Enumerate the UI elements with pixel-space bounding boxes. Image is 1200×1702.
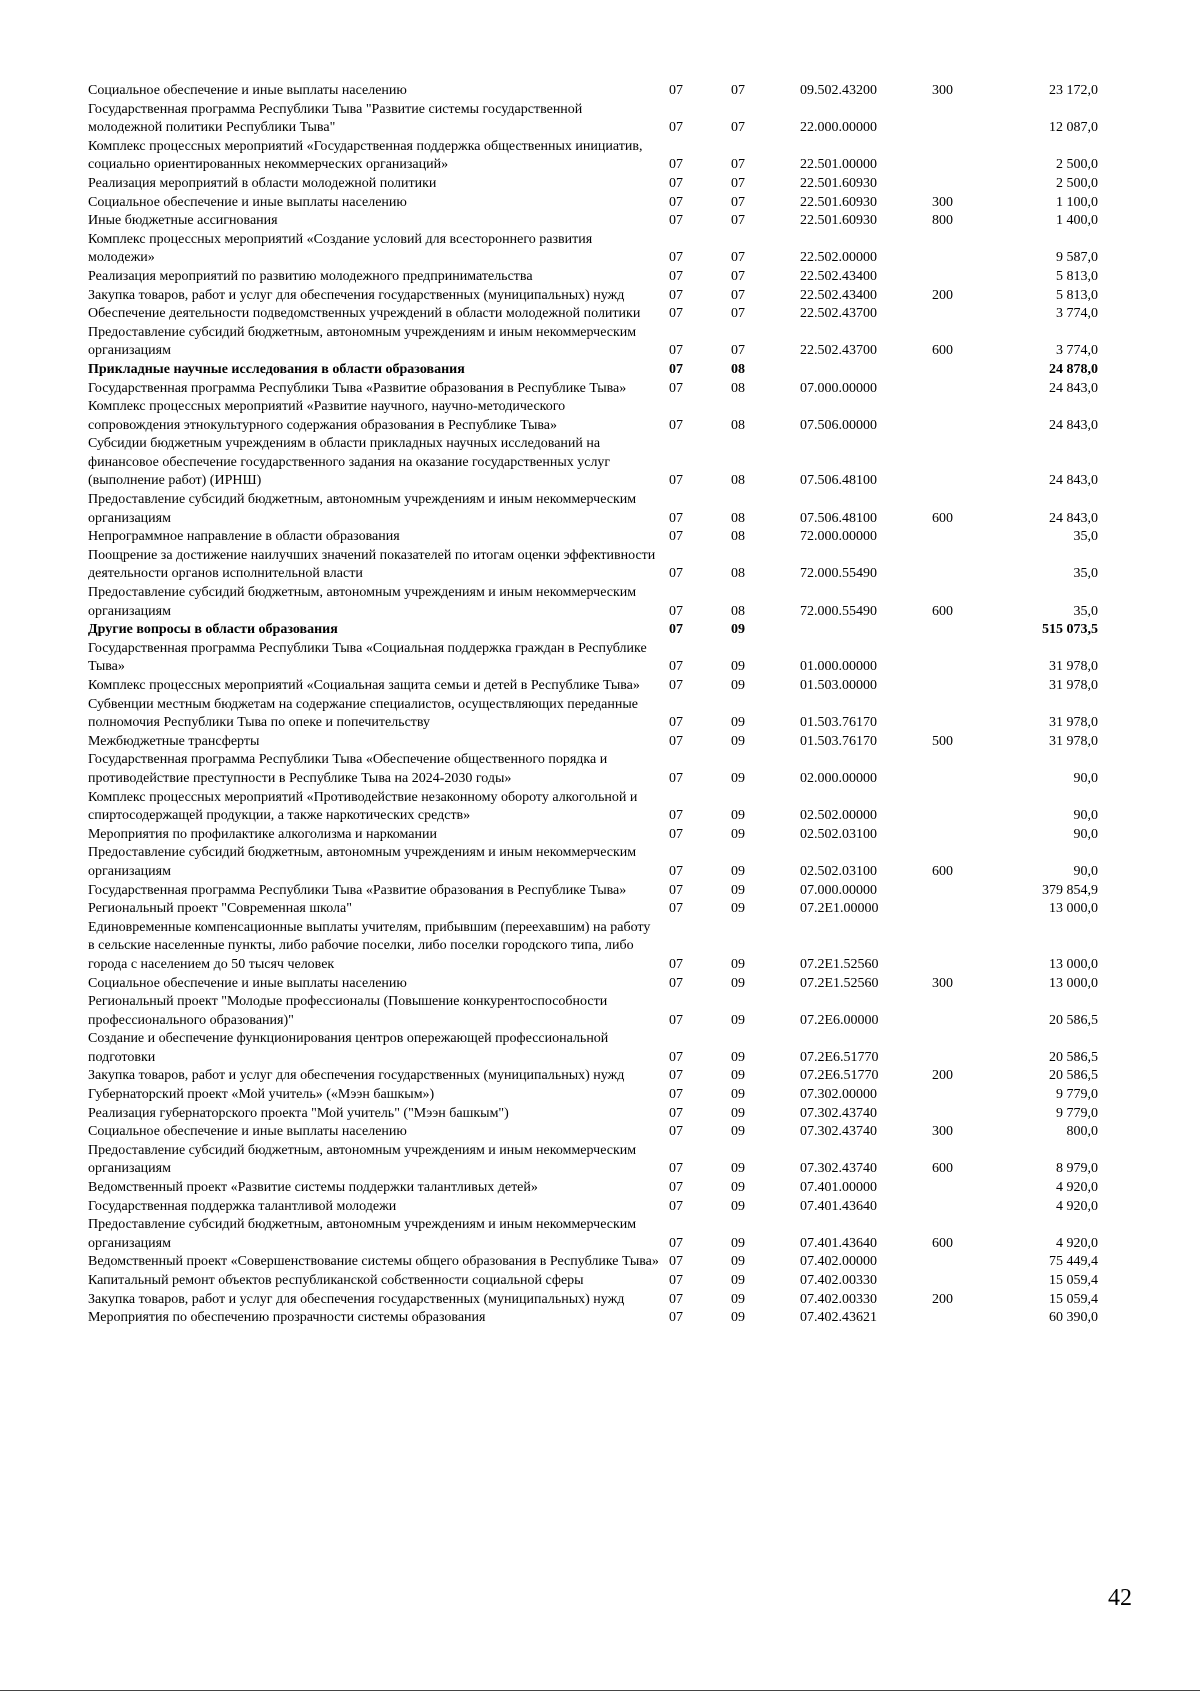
row-amount: 24 843,0 bbox=[1049, 473, 1098, 489]
row-subsection-code: 09 bbox=[731, 770, 745, 786]
row-subsection-code: 09 bbox=[731, 808, 745, 824]
row-subsection-code: 07 bbox=[731, 120, 745, 136]
page-number: 42 bbox=[1108, 1585, 1132, 1611]
table-row bbox=[88, 547, 1098, 584]
table-row bbox=[88, 900, 1098, 919]
table-row bbox=[88, 101, 1098, 138]
row-amount: 2 500,0 bbox=[1056, 157, 1098, 173]
row-section-code: 07 bbox=[669, 175, 683, 191]
table-row bbox=[88, 1198, 1098, 1217]
row-amount: 23 172,0 bbox=[1049, 83, 1098, 98]
row-description: Государственная поддержка талантливой молодежи bbox=[88, 1198, 397, 1214]
table-row bbox=[88, 1142, 1098, 1179]
row-description: Иные бюджетные ассигнования bbox=[88, 213, 278, 229]
row-target-article-code: 07.000.00000 bbox=[800, 882, 877, 898]
table-row bbox=[88, 1216, 1098, 1253]
table-row bbox=[88, 826, 1098, 845]
row-target-article-code: 07.506.48100 bbox=[800, 510, 877, 526]
table-row bbox=[88, 1123, 1098, 1142]
row-description: Государственная программа Республики Тыва «Обеспечение общественного порядка и противодействие преступности в Республике Тыва на 2024-2030 годы» bbox=[88, 752, 611, 786]
row-target-article-code: 72.000.55490 bbox=[800, 603, 877, 619]
row-description: Ведомственный проект «Развитие системы поддержки талантливых детей» bbox=[88, 1180, 538, 1196]
row-amount: 90,0 bbox=[1073, 826, 1098, 842]
row-subsection-code: 09 bbox=[731, 715, 745, 731]
row-amount: 20 586,5 bbox=[1049, 1068, 1098, 1084]
bottom-divider bbox=[0, 1690, 1200, 1691]
row-subsection-code: 09 bbox=[731, 863, 745, 879]
row-subsection-code: 09 bbox=[731, 1254, 745, 1270]
row-target-article-code: 02.502.03100 bbox=[800, 863, 877, 879]
row-target-article-code: 22.502.43400 bbox=[800, 287, 877, 303]
row-subsection-code: 07 bbox=[731, 250, 745, 266]
row-subsection-code: 08 bbox=[731, 380, 745, 396]
row-description: Другие вопросы в области образования bbox=[88, 622, 338, 638]
row-amount: 20 586,5 bbox=[1049, 1049, 1098, 1065]
row-subsection-code: 09 bbox=[731, 1105, 745, 1121]
row-description: Субсидии бюджетным учреждениям в области прикладных научных исследований на финансовое обеспечение государственного задания на оказание государственных услуг (выполнение работ) (ИРНШ) bbox=[88, 436, 614, 489]
row-amount: 5 813,0 bbox=[1056, 268, 1098, 284]
row-subsection-code: 09 bbox=[731, 1198, 745, 1214]
table-row bbox=[88, 882, 1098, 901]
row-section-code: 07 bbox=[669, 1012, 683, 1028]
row-subsection-code: 09 bbox=[731, 1161, 745, 1177]
row-expense-type-code: 600 bbox=[932, 603, 953, 619]
row-target-article-code: 07.2Е6.00000 bbox=[800, 1012, 879, 1028]
row-subsection-code: 07 bbox=[731, 213, 745, 229]
row-amount: 31 978,0 bbox=[1049, 659, 1098, 675]
row-section-code: 07 bbox=[669, 380, 683, 396]
row-section-code: 07 bbox=[669, 1254, 683, 1270]
row-section-code: 07 bbox=[669, 733, 683, 749]
row-description: Реализация мероприятий в области молодежной политики bbox=[88, 175, 437, 191]
table-row bbox=[88, 324, 1098, 361]
row-description: Прикладные научные исследования в области образования bbox=[88, 361, 465, 377]
row-subsection-code: 07 bbox=[731, 287, 745, 303]
row-subsection-code: 09 bbox=[731, 1180, 745, 1196]
table-row bbox=[88, 1291, 1098, 1310]
row-subsection-code: 09 bbox=[731, 1291, 745, 1307]
row-subsection-code: 07 bbox=[731, 343, 745, 359]
row-target-article-code: 22.501.60930 bbox=[800, 175, 877, 191]
row-subsection-code: 09 bbox=[731, 826, 745, 842]
row-description: Капитальный ремонт объектов республиканской собственности социальной сферы bbox=[88, 1273, 584, 1288]
row-target-article-code: 07.302.43740 bbox=[800, 1161, 877, 1177]
table-row bbox=[88, 305, 1098, 324]
table-row bbox=[88, 584, 1098, 621]
row-target-article-code: 01.503.76170 bbox=[800, 715, 877, 731]
row-subsection-code: 09 bbox=[731, 622, 745, 638]
row-amount: 9 779,0 bbox=[1056, 1105, 1098, 1121]
row-description: Межбюджетные трансферты bbox=[88, 733, 260, 749]
row-description: Мероприятия по профилактике алкоголизма и наркомании bbox=[88, 826, 437, 842]
row-subsection-code: 09 bbox=[731, 956, 745, 972]
row-amount: 2 500,0 bbox=[1056, 175, 1098, 191]
row-amount: 90,0 bbox=[1073, 863, 1098, 879]
row-description: Комплекс процессных мероприятий «Государственная поддержка общественных инициатив, социально ориентированных некоммерческих организаций» bbox=[88, 138, 646, 173]
table-row bbox=[88, 1179, 1098, 1198]
table-row bbox=[88, 696, 1098, 733]
table-row bbox=[88, 993, 1098, 1030]
row-description: Комплекс процессных мероприятий «Создание условий для всестороннего развития молодежи» bbox=[88, 231, 596, 266]
row-amount: 9 587,0 bbox=[1056, 250, 1098, 266]
row-target-article-code: 07.000.00000 bbox=[800, 380, 877, 396]
row-subsection-code: 07 bbox=[731, 268, 745, 284]
row-amount: 90,0 bbox=[1073, 808, 1098, 824]
row-amount: 35,0 bbox=[1073, 566, 1098, 582]
row-expense-type-code: 200 bbox=[932, 1291, 953, 1307]
table-row bbox=[88, 789, 1098, 826]
row-target-article-code: 07.302.43740 bbox=[800, 1124, 877, 1140]
row-amount: 60 390,0 bbox=[1049, 1310, 1098, 1326]
row-expense-type-code: 600 bbox=[932, 863, 953, 879]
row-section-code: 07 bbox=[669, 808, 683, 824]
row-amount: 3 774,0 bbox=[1056, 306, 1098, 322]
row-description: Региональный проект "Современная школа" bbox=[88, 901, 352, 917]
row-section-code: 07 bbox=[669, 1198, 683, 1214]
row-amount: 4 920,0 bbox=[1056, 1235, 1098, 1251]
row-target-article-code: 07.2Е1.52560 bbox=[800, 956, 879, 972]
row-section-code: 07 bbox=[669, 361, 683, 377]
table-row bbox=[88, 528, 1098, 547]
row-section-code: 07 bbox=[669, 1235, 683, 1251]
row-amount: 24 843,0 bbox=[1049, 380, 1098, 396]
row-amount: 13 000,0 bbox=[1049, 901, 1098, 917]
table-row bbox=[88, 212, 1098, 231]
row-subsection-code: 07 bbox=[731, 83, 745, 98]
table-row bbox=[88, 919, 1098, 975]
row-expense-type-code: 300 bbox=[932, 83, 953, 98]
row-target-article-code: 07.506.48100 bbox=[800, 473, 877, 489]
row-description: Предоставление субсидий бюджетным, автономным учреждениям и иным некоммерческим организациям bbox=[88, 1142, 640, 1177]
row-amount: 3 774,0 bbox=[1056, 343, 1098, 359]
row-description: Государственная программа Республики Тыва «Социальная поддержка граждан в Республике Тыва» bbox=[88, 640, 651, 675]
row-subsection-code: 07 bbox=[731, 157, 745, 173]
row-section-code: 07 bbox=[669, 1310, 683, 1326]
row-target-article-code: 07.402.00000 bbox=[800, 1254, 877, 1270]
row-amount: 8 979,0 bbox=[1056, 1161, 1098, 1177]
row-description: Государственная программа Республики Тыва "Развитие системы государственной молодежной политики Республики Тыва" bbox=[88, 101, 586, 136]
row-amount: 12 087,0 bbox=[1049, 120, 1098, 136]
row-description: Закупка товаров, работ и услуг для обеспечения государственных (муниципальных) нужд bbox=[88, 1068, 625, 1084]
table-row bbox=[88, 1086, 1098, 1105]
row-target-article-code: 22.502.43700 bbox=[800, 343, 877, 359]
row-amount: 15 059,4 bbox=[1049, 1273, 1098, 1288]
row-description: Реализация мероприятий по развитию молодежного предпринимательства bbox=[88, 268, 533, 284]
row-section-code: 07 bbox=[669, 268, 683, 284]
row-target-article-code: 02.502.03100 bbox=[800, 826, 877, 842]
row-description: Реализация губернаторского проекта "Мой учитель" ("Мээн башкым") bbox=[88, 1105, 509, 1121]
row-section-code: 07 bbox=[669, 975, 683, 991]
row-amount: 4 920,0 bbox=[1056, 1198, 1098, 1214]
row-target-article-code: 22.502.00000 bbox=[800, 250, 877, 266]
row-expense-type-code: 300 bbox=[932, 1124, 953, 1140]
table-row bbox=[88, 1105, 1098, 1124]
row-section-code: 07 bbox=[669, 1180, 683, 1196]
row-section-code: 07 bbox=[669, 678, 683, 693]
row-amount: 24 878,0 bbox=[1049, 361, 1098, 377]
row-description: Предоставление субсидий бюджетным, автономным учреждениям и иным некоммерческим организациям bbox=[88, 492, 640, 526]
row-section-code: 07 bbox=[669, 901, 683, 917]
row-amount: 9 779,0 bbox=[1056, 1087, 1098, 1103]
row-section-code: 07 bbox=[669, 1049, 683, 1065]
row-subsection-code: 08 bbox=[731, 566, 745, 582]
row-amount: 35,0 bbox=[1073, 603, 1098, 619]
table-row bbox=[88, 1253, 1098, 1272]
row-amount: 1 400,0 bbox=[1056, 213, 1098, 229]
row-amount: 31 978,0 bbox=[1049, 678, 1098, 693]
row-subsection-code: 09 bbox=[731, 1310, 745, 1326]
row-description: Губернаторский проект «Мой учитель» («Мээн башкым») bbox=[88, 1087, 435, 1103]
row-section-code: 07 bbox=[669, 826, 683, 842]
row-subsection-code: 09 bbox=[731, 1087, 745, 1103]
row-description: Социальное обеспечение и иные выплаты населению bbox=[88, 975, 407, 991]
row-section-code: 07 bbox=[669, 1124, 683, 1140]
row-description: Социальное обеспечение и иные выплаты населению bbox=[88, 1124, 407, 1140]
row-description: Предоставление субсидий бюджетным, автономным учреждениям и иным некоммерческим организациям bbox=[88, 324, 640, 359]
row-expense-type-code: 600 bbox=[932, 343, 953, 359]
row-section-code: 07 bbox=[669, 157, 683, 173]
row-description: Поощрение за достижение наилучших значений показателей по итогам оценки эффективности деятельности органов исполнительной власти bbox=[88, 547, 659, 582]
row-target-article-code: 02.000.00000 bbox=[800, 770, 877, 786]
row-expense-type-code: 200 bbox=[932, 1068, 953, 1084]
row-section-code: 07 bbox=[669, 194, 683, 210]
table-row bbox=[88, 380, 1098, 399]
row-section-code: 07 bbox=[669, 882, 683, 898]
row-target-article-code: 07.2Е6.51770 bbox=[800, 1068, 879, 1084]
table-row bbox=[88, 1030, 1098, 1067]
row-section-code: 07 bbox=[669, 529, 683, 545]
row-expense-type-code: 600 bbox=[932, 1235, 953, 1251]
row-subsection-code: 09 bbox=[731, 659, 745, 675]
row-subsection-code: 08 bbox=[731, 361, 745, 377]
row-amount: 800,0 bbox=[1066, 1124, 1098, 1140]
row-section-code: 07 bbox=[669, 622, 683, 638]
table-row bbox=[88, 975, 1098, 994]
row-section-code: 07 bbox=[669, 1087, 683, 1103]
row-subsection-code: 09 bbox=[731, 901, 745, 917]
row-description: Государственная программа Республики Тыва «Развитие образования в Республике Тыва» bbox=[88, 882, 627, 898]
budget-table bbox=[88, 82, 1098, 1328]
row-target-article-code: 22.501.60930 bbox=[800, 194, 877, 210]
row-description: Субвенции местным бюджетам на содержание специалистов, осуществляющих переданные полномочия Республики Тыва по опеке и попечительству bbox=[88, 696, 642, 731]
row-target-article-code: 72.000.00000 bbox=[800, 529, 877, 545]
row-target-article-code: 22.501.60930 bbox=[800, 213, 877, 229]
table-row bbox=[88, 268, 1098, 287]
row-description: Комплекс процессных мероприятий «Противодействие незаконному обороту алкогольной и спиртосодержащей продукции, а также наркотических средств» bbox=[88, 789, 641, 824]
row-amount: 13 000,0 bbox=[1049, 975, 1098, 991]
row-description: Предоставление субсидий бюджетным, автономным учреждениям и иным некоммерческим организациям bbox=[88, 1217, 640, 1251]
row-expense-type-code: 300 bbox=[932, 194, 953, 210]
row-description: Мероприятия по обеспечению прозрачности системы образования bbox=[88, 1310, 486, 1326]
table-row bbox=[88, 435, 1098, 491]
row-subsection-code: 07 bbox=[731, 175, 745, 191]
row-description: Предоставление субсидий бюджетным, автономным учреждениям и иным некоммерческим организациям bbox=[88, 585, 640, 619]
row-section-code: 07 bbox=[669, 213, 683, 229]
row-amount: 31 978,0 bbox=[1049, 715, 1098, 731]
row-description: Государственная программа Республики Тыва «Развитие образования в Республике Тыва» bbox=[88, 380, 627, 396]
row-subsection-code: 09 bbox=[731, 1273, 745, 1288]
row-description: Создание и обеспечение функционирования центров опережающей профессиональной подготовки bbox=[88, 1031, 612, 1065]
row-section-code: 07 bbox=[669, 473, 683, 489]
row-description: Ведомственный проект «Совершенствование системы общего образования в Республике Тыва» bbox=[88, 1254, 659, 1270]
row-section-code: 07 bbox=[669, 863, 683, 879]
row-section-code: 07 bbox=[669, 1105, 683, 1121]
row-target-article-code: 07.401.00000 bbox=[800, 1180, 877, 1196]
row-target-article-code: 07.402.00330 bbox=[800, 1291, 877, 1307]
row-subsection-code: 09 bbox=[731, 1068, 745, 1084]
table-row bbox=[88, 287, 1098, 306]
row-section-code: 07 bbox=[669, 510, 683, 526]
row-amount: 4 920,0 bbox=[1056, 1180, 1098, 1196]
row-description: Социальное обеспечение и иные выплаты населению bbox=[88, 194, 407, 210]
row-section-code: 07 bbox=[669, 603, 683, 619]
row-section-code: 07 bbox=[669, 417, 683, 433]
row-section-code: 07 bbox=[669, 770, 683, 786]
row-subsection-code: 08 bbox=[731, 473, 745, 489]
row-expense-type-code: 600 bbox=[932, 510, 953, 526]
row-target-article-code: 22.502.43700 bbox=[800, 306, 877, 322]
row-amount: 379 854,9 bbox=[1042, 882, 1098, 898]
row-target-article-code: 01.000.00000 bbox=[800, 659, 877, 675]
row-subsection-code: 09 bbox=[731, 1012, 745, 1028]
row-amount: 515 073,5 bbox=[1042, 622, 1098, 638]
row-description: Комплекс процессных мероприятий «Развитие научного, научно-методического сопровождения этнокультурного содержания образования в Республике Тыва» bbox=[88, 399, 569, 433]
row-target-article-code: 07.401.43640 bbox=[800, 1235, 877, 1251]
row-target-article-code: 07.302.43740 bbox=[800, 1105, 877, 1121]
table-row bbox=[88, 621, 1098, 640]
row-section-code: 07 bbox=[669, 1068, 683, 1084]
row-section-code: 07 bbox=[669, 1291, 683, 1307]
row-description: Непрограммное направление в области образования bbox=[88, 529, 400, 545]
row-section-code: 07 bbox=[669, 1273, 683, 1288]
row-section-code: 07 bbox=[669, 120, 683, 136]
row-subsection-code: 09 bbox=[731, 975, 745, 991]
row-section-code: 07 bbox=[669, 250, 683, 266]
row-description: Закупка товаров, работ и услуг для обеспечения государственных (муниципальных) нужд bbox=[88, 1291, 625, 1307]
row-target-article-code: 72.000.55490 bbox=[800, 566, 877, 582]
table-row bbox=[88, 733, 1098, 752]
row-subsection-code: 09 bbox=[731, 1124, 745, 1140]
row-target-article-code: 07.2Е1.52560 bbox=[800, 975, 879, 991]
row-section-code: 07 bbox=[669, 83, 683, 98]
row-target-article-code: 22.501.00000 bbox=[800, 157, 877, 173]
table-row bbox=[88, 398, 1098, 435]
row-expense-type-code: 200 bbox=[932, 287, 953, 303]
row-subsection-code: 09 bbox=[731, 882, 745, 898]
row-target-article-code: 07.302.00000 bbox=[800, 1087, 877, 1103]
row-target-article-code: 01.503.76170 bbox=[800, 733, 877, 749]
row-section-code: 07 bbox=[669, 343, 683, 359]
row-target-article-code: 02.502.00000 bbox=[800, 808, 877, 824]
row-expense-type-code: 600 bbox=[932, 1161, 953, 1177]
table-row bbox=[88, 175, 1098, 194]
row-description: Региональный проект "Молодые профессионалы (Повышение конкурентоспособности профессионального образования)" bbox=[88, 994, 611, 1028]
row-amount: 15 059,4 bbox=[1049, 1291, 1098, 1307]
table-row bbox=[88, 194, 1098, 213]
row-expense-type-code: 800 bbox=[932, 213, 953, 229]
row-target-article-code: 07.2Е6.51770 bbox=[800, 1049, 879, 1065]
row-subsection-code: 09 bbox=[731, 1049, 745, 1065]
row-subsection-code: 09 bbox=[731, 678, 745, 693]
row-target-article-code: 22.000.00000 bbox=[800, 120, 877, 136]
row-amount: 35,0 bbox=[1073, 529, 1098, 545]
row-target-article-code: 07.401.43640 bbox=[800, 1198, 877, 1214]
row-description: Комплекс процессных мероприятий «Социальная защита семьи и детей в Республике Тыва» bbox=[88, 678, 640, 693]
row-section-code: 07 bbox=[669, 306, 683, 322]
row-subsection-code: 07 bbox=[731, 306, 745, 322]
row-amount: 24 843,0 bbox=[1049, 510, 1098, 526]
row-amount: 5 813,0 bbox=[1056, 287, 1098, 303]
row-description: Закупка товаров, работ и услуг для обеспечения государственных (муниципальных) нужд bbox=[88, 287, 625, 303]
row-subsection-code: 08 bbox=[731, 510, 745, 526]
table-row bbox=[88, 751, 1098, 788]
row-section-code: 07 bbox=[669, 715, 683, 731]
row-target-article-code: 07.506.00000 bbox=[800, 417, 877, 433]
row-target-article-code: 07.402.43621 bbox=[800, 1310, 877, 1326]
table-row bbox=[88, 1272, 1098, 1291]
table-row bbox=[88, 640, 1098, 677]
row-amount: 20 586,5 bbox=[1049, 1012, 1098, 1028]
row-subsection-code: 09 bbox=[731, 1235, 745, 1251]
row-subsection-code: 08 bbox=[731, 417, 745, 433]
row-amount: 75 449,4 bbox=[1049, 1254, 1098, 1270]
row-section-code: 07 bbox=[669, 566, 683, 582]
row-target-article-code: 01.503.00000 bbox=[800, 678, 877, 693]
row-description: Обеспечение деятельности подведомственных учреждений в области молодежной политики bbox=[88, 306, 641, 322]
row-target-article-code: 09.502.43200 bbox=[800, 83, 877, 98]
row-section-code: 07 bbox=[669, 1161, 683, 1177]
row-amount: 1 100,0 bbox=[1056, 194, 1098, 210]
row-expense-type-code: 500 bbox=[932, 733, 953, 749]
row-description: Предоставление субсидий бюджетным, автономным учреждениям и иным некоммерческим организациям bbox=[88, 845, 640, 879]
row-amount: 13 000,0 bbox=[1049, 956, 1098, 972]
row-expense-type-code: 300 bbox=[932, 975, 953, 991]
row-section-code: 07 bbox=[669, 956, 683, 972]
table-row bbox=[88, 361, 1098, 380]
row-amount: 31 978,0 bbox=[1049, 733, 1098, 749]
table-row bbox=[88, 844, 1098, 881]
table-row bbox=[88, 677, 1098, 696]
row-target-article-code: 07.402.00330 bbox=[800, 1273, 877, 1288]
row-subsection-code: 08 bbox=[731, 603, 745, 619]
row-target-article-code: 22.502.43400 bbox=[800, 268, 877, 284]
row-amount: 90,0 bbox=[1073, 770, 1098, 786]
row-section-code: 07 bbox=[669, 659, 683, 675]
row-subsection-code: 08 bbox=[731, 529, 745, 545]
table-row bbox=[88, 491, 1098, 528]
table-row bbox=[88, 82, 1098, 101]
table-row bbox=[88, 138, 1098, 175]
row-amount: 24 843,0 bbox=[1049, 417, 1098, 433]
table-row bbox=[88, 231, 1098, 268]
row-target-article-code: 07.2Е1.00000 bbox=[800, 901, 879, 917]
row-description: Социальное обеспечение и иные выплаты населению bbox=[88, 83, 407, 98]
table-row bbox=[88, 1309, 1098, 1328]
table-row bbox=[88, 1067, 1098, 1086]
row-subsection-code: 09 bbox=[731, 733, 745, 749]
row-description: Единовременные компенсационные выплаты учителям, прибывшим (переехавшим) на работу в сельские населенные пункты, либо рабочие поселки, либо поселки городского типа, либо города с населением до 50 тысяч человек bbox=[88, 919, 654, 972]
row-subsection-code: 07 bbox=[731, 194, 745, 210]
row-section-code: 07 bbox=[669, 287, 683, 303]
